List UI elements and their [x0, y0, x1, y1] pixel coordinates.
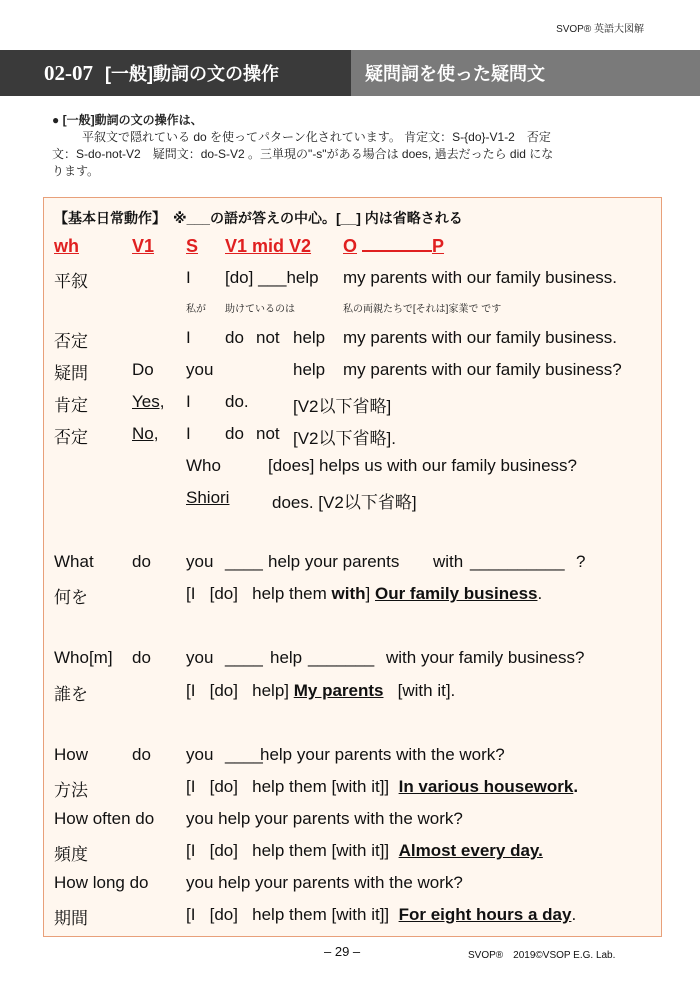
row-subject: you [186, 745, 214, 764]
row-wh: What [54, 552, 94, 571]
row-answer: Almost every day. [398, 841, 543, 860]
row-wh: Who [186, 456, 221, 475]
row-answer-line [186, 584, 542, 604]
row-answer: Our family business [374, 584, 538, 603]
gloss-a: 私が [186, 304, 206, 315]
pattern-o: O [343, 236, 358, 256]
row-end: . [571, 905, 577, 924]
row-do: do. [225, 392, 249, 411]
row-rest: [does] helps us with our family business? [268, 456, 577, 475]
row-rest: does. [V2以下省略] [272, 493, 417, 512]
row-help: help [293, 360, 326, 379]
pattern-wh: wh [54, 236, 79, 256]
row-subject: I [186, 424, 191, 443]
intro-text [52, 112, 652, 180]
row-subject: I [186, 268, 191, 287]
intro-line-1: 平叙文で隠れている do を使ってパターン化されています。 肯定文：S-{do}-V1-2 否定 [82, 130, 551, 144]
intro-line-2: 文：S-do-not-V2 疑問文：do-S-V2 。三単現の"-s"がある場合は does, 過去だったら did にな [52, 147, 554, 161]
row-question-mark: ? [576, 552, 586, 571]
pattern-v1-mid-v2: V1 mid V2 [225, 236, 312, 256]
row-wh: How long do [54, 873, 149, 892]
row-answer: In various housework [398, 777, 574, 796]
gloss-b: 助けているのは [225, 304, 295, 315]
row-label: 否定 [54, 428, 88, 447]
row-rest: my parents with our family business. [343, 328, 617, 347]
section-subtitle: 疑問詞を使った疑問文 [351, 50, 700, 96]
row-rest: with your family business? [386, 648, 585, 667]
row-close: ] [365, 584, 375, 603]
header-left-panel [0, 50, 351, 96]
row-pre: [I [do] help them [with it]] [186, 777, 399, 796]
row-help: help [293, 328, 326, 347]
row-answer-name: Shiori [186, 488, 230, 507]
row-rest: you help your parents with the work? [186, 873, 463, 892]
row-wh: How often do [54, 809, 155, 828]
row-pre: [I [do] help them [with it]] [186, 841, 399, 860]
page-number: – 29 – [324, 944, 361, 959]
row-subject: you [186, 648, 214, 667]
row-aux: do [132, 745, 151, 764]
pattern-p: P [432, 236, 445, 256]
row-do: do [225, 328, 244, 347]
row-rest: you help your parents with the work? [186, 809, 463, 828]
row-blank: ____ [225, 745, 263, 764]
footer-copyright: SVOP® 2019©VSOP E.G. Lab. [468, 950, 616, 961]
intro-line-3: ります。 [52, 164, 100, 178]
row-answer-line [186, 905, 576, 925]
row-not: not [256, 424, 280, 443]
row-blank: ____ [225, 552, 263, 571]
row-label: 平叙 [54, 272, 88, 291]
row-help: help [270, 648, 303, 667]
section-code: 02-07 [44, 60, 93, 85]
row-pre: [I [do] help] [186, 681, 294, 700]
row-subject: I [186, 328, 191, 347]
row-label: 何を [54, 588, 88, 607]
row-wh: How [54, 745, 89, 764]
row-blank: ____ [225, 648, 263, 667]
row-aux: Do [132, 360, 154, 379]
row-blank-2: __________ [470, 552, 565, 571]
row-answer-line [186, 841, 543, 861]
row-end: [with it]. [383, 681, 456, 700]
row-blank-2: _______ [308, 648, 375, 667]
row-answer: My parents [293, 681, 384, 700]
gloss-c: 私の両親たちで[それは]家業で です [343, 304, 502, 315]
row-subject: you [186, 552, 214, 571]
row-pre: [I [do] help them [186, 584, 332, 603]
row-answer-line [186, 777, 578, 797]
row-label: 肯定 [54, 396, 88, 415]
row-with: with [331, 584, 366, 603]
row-with: with [433, 552, 464, 571]
row-answer: For eight hours a day [398, 905, 572, 924]
row-end: . [537, 584, 543, 603]
row-answer-word: No, [132, 424, 159, 443]
row-label: 頻度 [54, 845, 88, 864]
row-aux: do [132, 552, 151, 571]
row-pre: [I [do] help them [with it]] [186, 905, 399, 924]
top-label: SVOP® 英語大図解 [556, 24, 644, 35]
row-do: do [225, 424, 244, 443]
row-help: help your parents [268, 552, 400, 571]
row-label: 否定 [54, 332, 88, 351]
row-wh: Who[m] [54, 648, 113, 667]
row-rest: help your parents with the work? [260, 745, 505, 764]
box-note: 【基本日常動作】 ※___の語が答えの中心。[__] 内は省略される [54, 210, 463, 226]
section-title: [一般]動詞の文の操作 [105, 64, 279, 84]
row-label: 誰を [54, 685, 88, 704]
pattern-s: S [186, 236, 199, 256]
row-rest: my parents with our family business? [343, 360, 622, 379]
row-rest: my parents with our family business. [343, 268, 617, 287]
row-answer-line [186, 681, 455, 701]
intro-heading: ● [一般]動詞の文の操作は、 [52, 113, 203, 127]
row-rest: [V2以下省略]. [293, 429, 396, 448]
row-rest: [V2以下省略] [293, 397, 392, 416]
chapter-header [0, 50, 700, 96]
row-label: 方法 [54, 781, 88, 800]
row-answer-word: Yes, [132, 392, 165, 411]
row-subject: I [186, 392, 191, 411]
row-aux: do [132, 648, 151, 667]
row-not: not [256, 328, 280, 347]
row-subject: you [186, 360, 214, 379]
row-label: 期間 [54, 909, 88, 928]
pattern-v1: V1 [132, 236, 155, 256]
pattern-gap-line [362, 250, 432, 252]
row-end: . [573, 777, 579, 796]
row-label: 疑問 [54, 364, 88, 383]
row-do: [do] ___help [225, 268, 319, 287]
